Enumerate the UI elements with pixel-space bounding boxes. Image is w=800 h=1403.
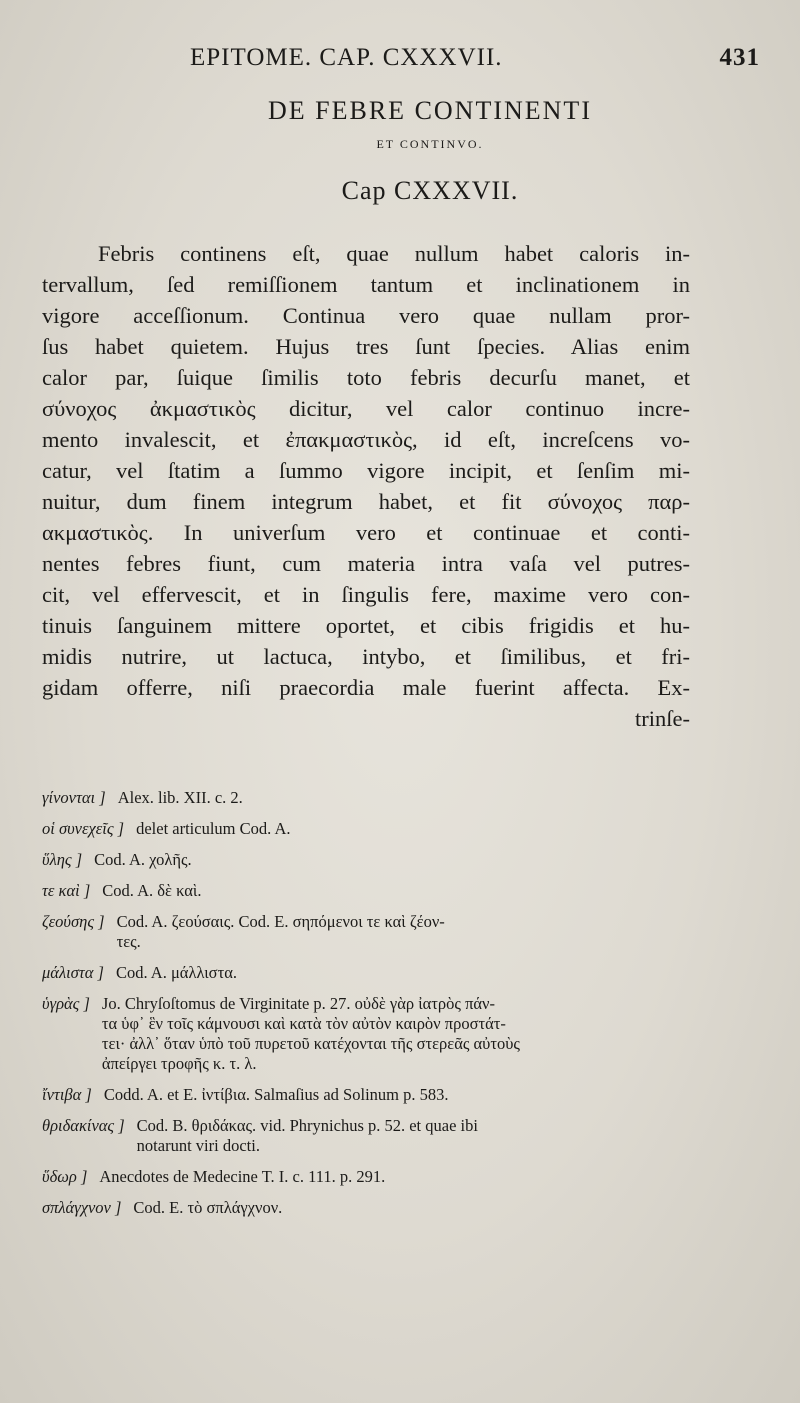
note-text: Codd. A. et E. ἰντίβια. Salmaſius ad Solinum p. 583. [103,1085,449,1104]
note-lemma: ὕδωρ ] [42,1167,88,1186]
catchword: trinſe- [635,706,690,731]
text-line: tinuis ſanguinem mittere oportet, et cibis frigidis et hu- [42,613,690,638]
note-text: Cod. A. δὲ καὶ. [102,881,202,900]
text-line: nuitur, dum finem integrum habet, et fit σύνοχος παρ- [42,489,690,514]
footnote [42,1116,692,1156]
footnote [42,1085,692,1105]
note-text: Alex. lib. XII. c. 2. [117,788,243,807]
footnote [42,963,692,983]
note-text: Cod. E. τὸ σπλάγχνον. [133,1198,283,1217]
text-line: midis nutrire, ut lactuca, intybo, et ſimilibus, et fri- [42,644,690,669]
chapter-number: Cap CXXXVII. [341,176,519,205]
note-lemma: ὑγρὰς ] [42,994,90,1013]
footnote [42,819,692,839]
note-lemma: τε καὶ ] [42,881,91,900]
text-line: vigore acceſſionum. Continua vero quae nullam pror- [42,303,690,328]
footnote [42,1167,692,1187]
footnotes [42,788,692,1229]
note-text: Cod. A. μάλλιστα. [115,963,237,982]
footnote [42,1198,692,1218]
note-lemma: ἴντιβα ] [42,1085,92,1104]
text-line: catur, vel ſtatim a ſummo vigore incipit, et ſenſim mi- [42,458,690,483]
note-text: τες. [116,932,141,951]
note-lemma: σπλάγχνον ] [42,1198,122,1217]
chapter-subtitle: ET CONTINVO. [376,137,484,151]
note-lemma: γίνονται ] [42,788,106,807]
note-lemma: ὕλης ] [42,850,83,869]
footnote [42,994,692,1074]
footnote [42,912,692,952]
note-text: Jo. Chryſoſtomus de Virginitate p. 27. οὐδὲ γὰρ ἰατρὸς πάν- [101,994,496,1013]
text-line: ακμαστικὸς. In univerſum vero et continuae et conti- [42,520,690,545]
note-lemma: θριδακίνας ] [42,1116,125,1135]
note-lemma: μάλιστα ] [42,963,104,982]
note-text: Cod. A. χολῆς. [94,850,192,869]
note-text: ἀπείργει τροφῆς κ. τ. λ. [101,1054,257,1073]
note-text: τει· ἀλλ᾽ ὅταν ὑπὸ τοῦ πυρετοῦ κατέχονται τῆς στερεᾶς αὐτοὺς [101,1034,520,1053]
text-line: cit, vel effervescit, et in ſingulis fere, maxime vero con- [42,582,690,607]
page-number: 431 [719,44,760,71]
text-line: σύνοχος ἀκμαστικὸς dicitur, vel calor continuo incre- [42,396,690,421]
note-text: Cod. B. θριδάκας. vid. Phrynichus p. 52. et quae ibi [136,1116,478,1135]
footnote [42,850,692,870]
chapter-title: DE FEBRE CONTINENTI [268,96,592,125]
text-line: Febris continens eſt, quae nullum habet caloris in- [98,241,690,266]
text-line: calor par, ſuique ſimilis toto febris decurſu manet, et [42,365,690,390]
note-text: τα ὑφ᾽ ἓν τοῖς κάμνουσι καὶ κατὰ τὸν αὐτὸν καιρὸν προστάτ- [101,1014,506,1033]
main-text [42,238,690,734]
text-line: nentes febres fiunt, cum materia intra vaſa vel putres- [42,551,690,576]
text-line: mento invalescit, et ἐπακμαστικὸς, id eſt, increſcens vo- [42,427,690,452]
text-line: ſus habet quietem. Hujus tres ſunt ſpecies. Alias enim [42,334,690,359]
footnote [42,881,692,901]
note-text: Cod. A. ζεούσαις. Cod. E. σηπόμενοι τε καὶ ζέον- [116,912,445,931]
footnote [42,788,692,808]
text-line: tervallum, ſed remiſſionem tantum et inclinationem in [42,272,690,297]
note-text: notarunt viri docti. [136,1136,260,1155]
note-lemma: οἱ συνεχεῖς ] [42,819,125,838]
text-line: gidam offerre, niſi praecordia male fuerint affecta. Ex- [42,675,690,700]
note-lemma: ζεούσης ] [42,912,105,931]
note-text: delet articulum Cod. A. [136,819,291,838]
note-text: Anecdotes de Medecine T. I. c. 111. p. 291. [99,1167,386,1186]
running-title: EPITOME. CAP. CXXXVII. [190,44,503,71]
